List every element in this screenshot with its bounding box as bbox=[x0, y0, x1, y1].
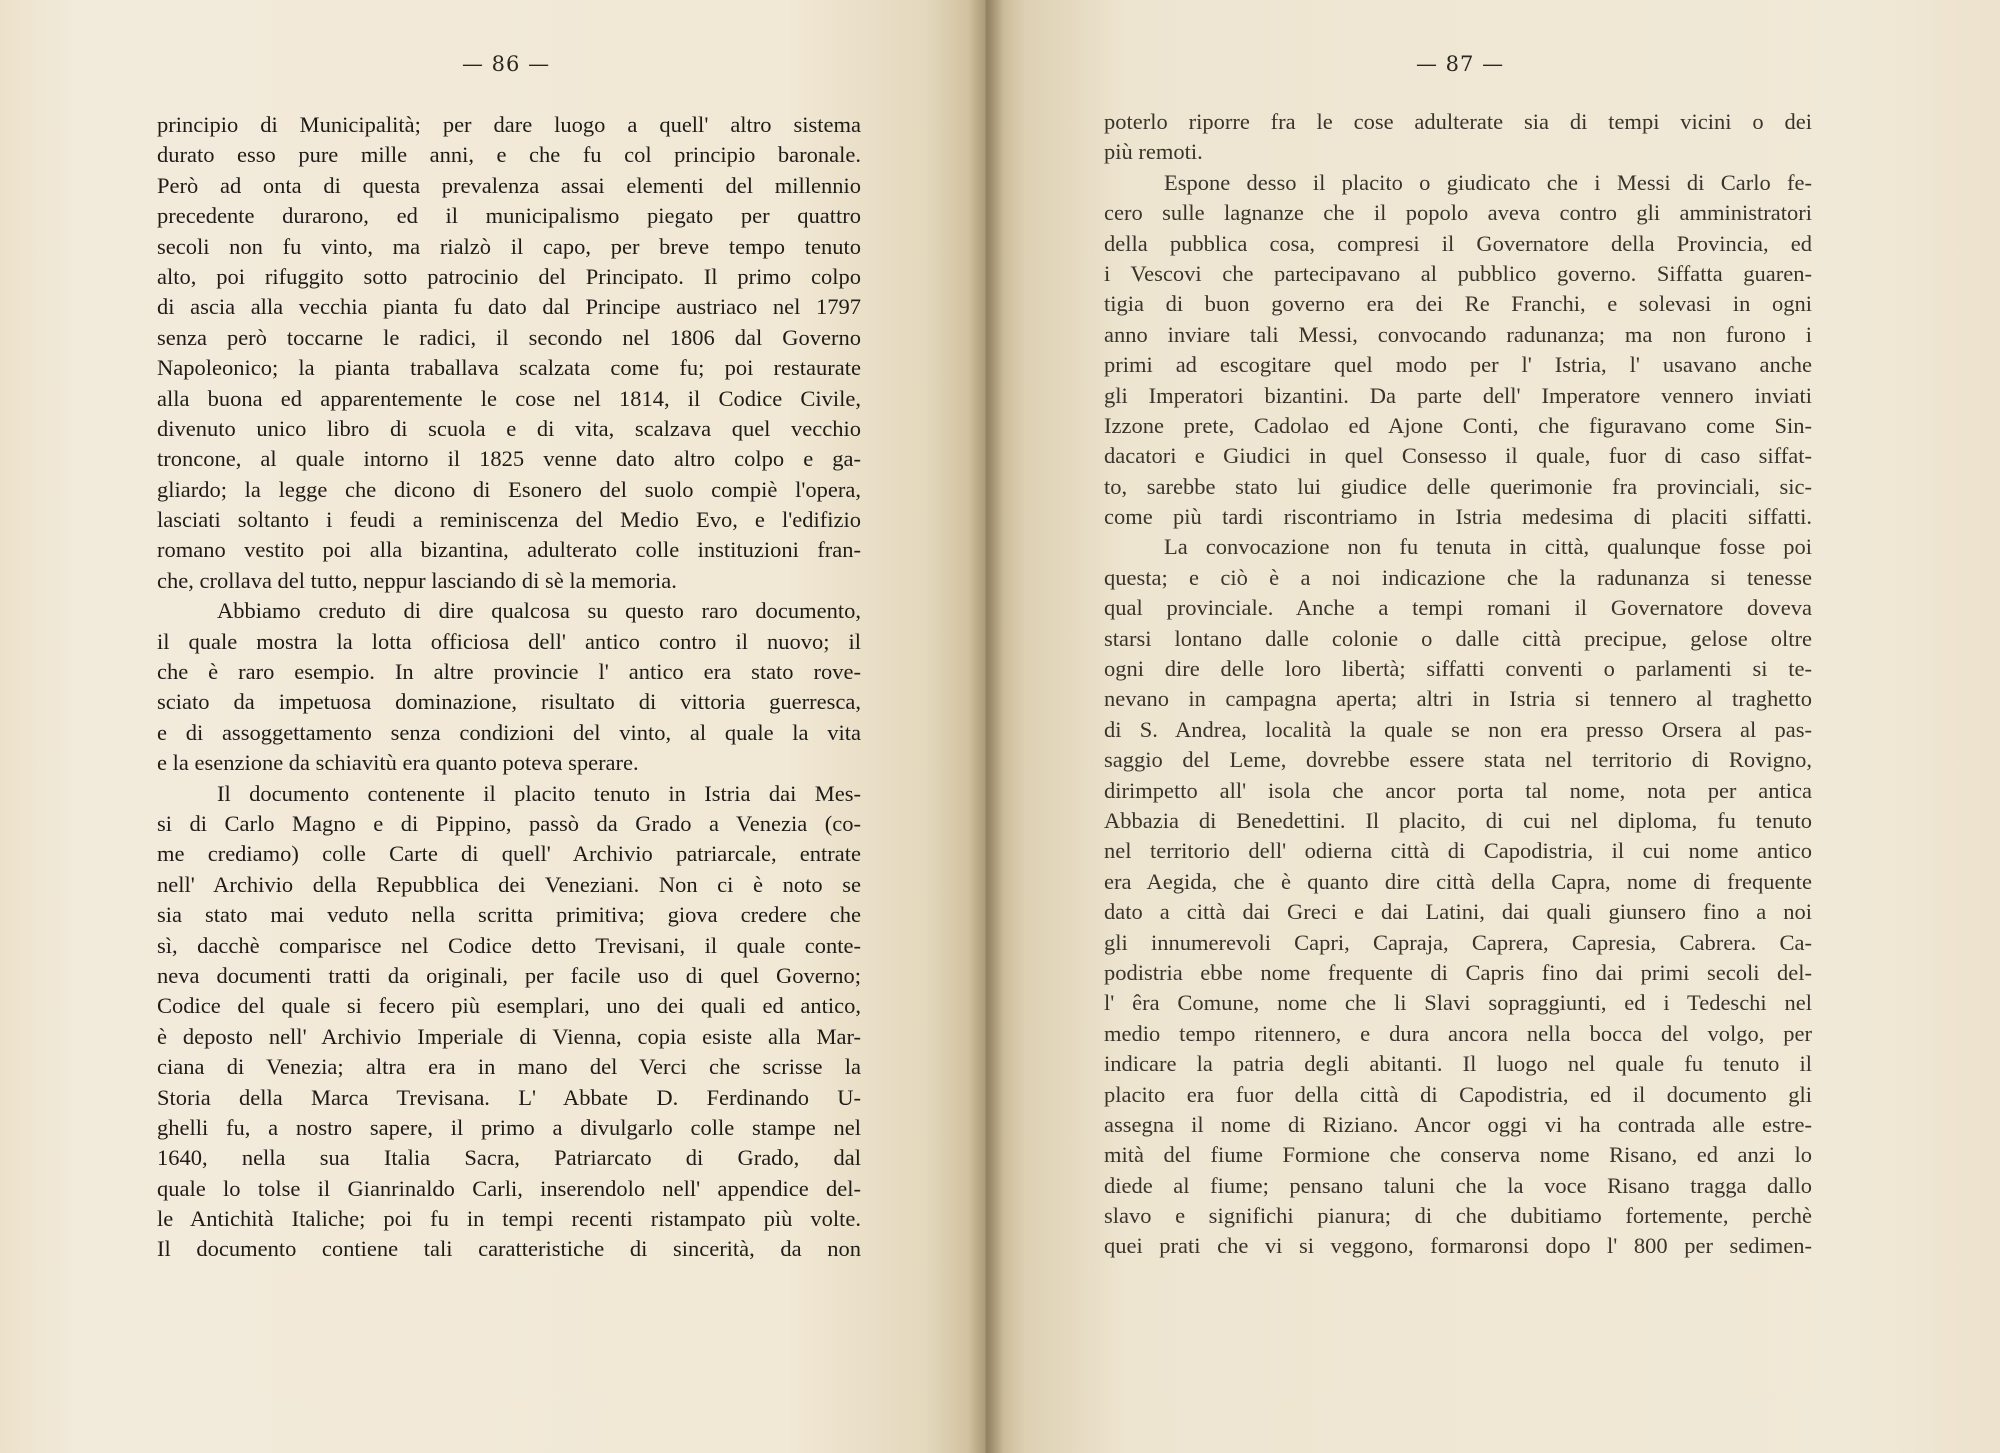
text-line: poterlo riporre fra le cose adulterate sia di tempi vicini o dei bbox=[1104, 109, 1812, 134]
text-line: principio di Municipalità; per dare luogo a quell' altro sistema bbox=[157, 112, 861, 137]
text-line: della pubblica cosa, compresi il Governatore della Provincia, ed bbox=[1104, 230, 1812, 256]
text-line: è deposto nell' Archivio Imperiale di Vienna, copia esiste alla Mar- bbox=[157, 1023, 861, 1049]
text-line: to, sarebbe stato lui giudice delle querimonie fra provinciali, sic- bbox=[1104, 473, 1812, 499]
text-line: podistria ebbe nome frequente di Capris fino dai primi secoli del- bbox=[1104, 959, 1812, 985]
text-line: ogni dire delle loro libertà; siffatti conventi o parlamenti si te- bbox=[1104, 656, 1812, 682]
page-number-86: — 86 — bbox=[462, 52, 551, 76]
text-line: cero sulle lagnanze che il popolo aveva contro gli amministratori bbox=[1104, 200, 1812, 226]
text-line: Però ad onta di questa prevalenza assai elementi del millennio bbox=[157, 172, 861, 198]
text-line: come più tardi riscontriamo in Istria medesima di placiti siffatti. bbox=[1104, 504, 1812, 530]
right-page-text bbox=[1104, 107, 1812, 1262]
text-line: le Antichità Italiche; poi fu in tempi recenti ristampato più volte. bbox=[157, 1206, 861, 1232]
text-line: nevano in campagna aperta; altri in Istria si tennero al traghetto bbox=[1104, 686, 1812, 712]
text-line: tigia di buon governo era dei Re Franchi, e solevasi in ogni bbox=[1104, 291, 1812, 317]
text-line: primi ad escogitare quel modo per l' Istria, l' usavano anche bbox=[1104, 352, 1812, 378]
text-line: saggio del Leme, dovrebbe essere stata nel territorio di Rovigno, bbox=[1104, 747, 1812, 773]
right-page bbox=[985, 0, 2000, 1453]
text-line: i Vescovi che partecipavano al pubblico governo. Siffatta guaren- bbox=[1104, 260, 1812, 286]
text-line: dacatori e Giudici in quel Consesso il quale, fuor di caso siffat- bbox=[1104, 443, 1812, 469]
text-line: Izzone prete, Cadolao ed Ajone Conti, che figuravano come Sin- bbox=[1104, 412, 1812, 438]
text-line: romano vestito poi alla bizantina, adulterato colle instituzioni fran- bbox=[157, 537, 861, 563]
text-line: 1640, nella sua Italia Sacra, Patriarcato di Grado, dal bbox=[157, 1145, 861, 1171]
text-line: quei prati che vi si veggono, formaronsi dopo l' 800 per sedimen- bbox=[1104, 1233, 1812, 1259]
text-line: alla buona ed apparentemente le cose nel 1814, il Codice Civile, bbox=[157, 385, 861, 411]
left-page-text bbox=[157, 110, 861, 1265]
text-line: e la esenzione da schiavitù era quanto poteva sperare. bbox=[157, 750, 639, 776]
text-line: sciato da impetuosa dominazione, risultato di vittoria guerresca, bbox=[157, 689, 861, 715]
text-line: secoli non fu vinto, ma rialzò il capo, per breve tempo tenuto bbox=[157, 233, 861, 259]
text-line: Napoleonico; la pianta traballava scalzata come fu; poi restaurate bbox=[157, 355, 861, 381]
text-line: questa; e ciò è a noi indicazione che la radunanza si tenesse bbox=[1104, 564, 1812, 590]
text-line: ghelli fu, a nostro sapere, il primo a divulgarlo colle stampe nel bbox=[157, 1114, 861, 1140]
text-line: che, crollava del tutto, neppur lasciando di sè la memoria. bbox=[157, 567, 677, 593]
text-line: mità del fiume Formione che conserva nome Risano, ed anzi lo bbox=[1104, 1142, 1812, 1168]
text-line: quale lo tolse il Gianrinaldo Carli, inserendolo nell' appendice del- bbox=[157, 1175, 861, 1201]
text-line: La convocazione non fu tenuta in città, qualunque fosse poi bbox=[1164, 534, 1812, 560]
text-line: sia stato mai veduto nella scritta primitiva; giova credere che bbox=[157, 902, 861, 928]
text-line: che è raro esempio. In altre provincie l' antico era stato rove- bbox=[157, 659, 861, 685]
text-line: gliardo; la legge che dicono di Esonero del suolo compiè l'opera, bbox=[157, 476, 861, 502]
text-line: divenuto unico libro di scuola e di vita, scalzava quel vecchio bbox=[157, 415, 861, 441]
text-line: sì, dacchè comparisce nel Codice detto Trevisani, il quale conte- bbox=[157, 932, 861, 958]
text-line: precedente durarono, ed il municipalismo piegato per quattro bbox=[157, 203, 861, 229]
text-line: slavo e significhi pianura; di che dubitiamo fortemente, perchè bbox=[1104, 1203, 1812, 1229]
text-line: Abbiamo creduto di dire qualcosa su questo raro documento, bbox=[217, 598, 861, 624]
book-gutter bbox=[968, 0, 1004, 1453]
text-line: me crediamo) colle Carte di quell' Archivio patriarcale, entrate bbox=[157, 841, 861, 867]
text-line: di S. Andrea, località la quale se non era presso Orsera al pas- bbox=[1104, 716, 1812, 742]
text-line: e di assoggettamento senza condizioni del vinto, al quale la vita bbox=[157, 719, 861, 745]
page-number-87: — 87 — bbox=[1416, 52, 1505, 76]
text-line: alto, poi rifuggito sotto patrocinio del Principato. Il primo colpo bbox=[157, 263, 861, 289]
text-line: più remoti. bbox=[1104, 139, 1203, 165]
text-line: Il documento contiene tali caratteristiche di sincerità, da non bbox=[157, 1236, 861, 1262]
text-line: placito era fuor della città di Capodistria, ed il documento gli bbox=[1104, 1081, 1812, 1107]
text-line: ciana di Venezia; altra era in mano del Verci che scrisse la bbox=[157, 1054, 861, 1080]
text-line: dato a città dai Greci e dai Latini, dai quali giunsero fino a noi bbox=[1104, 899, 1812, 925]
text-line: era Aegida, che è quanto dire città della Capra, nome di frequente bbox=[1104, 868, 1812, 894]
text-line: durato esso pure mille anni, e che fu col principio baronale. bbox=[157, 142, 861, 168]
text-line: anno inviare tali Messi, convocando radunanza; ma non furono i bbox=[1104, 321, 1812, 347]
text-line: Espone desso il placito o giudicato che i Messi di Carlo fe- bbox=[1164, 169, 1812, 195]
text-line: si di Carlo Magno e di Pippino, passò da Grado a Venezia (co- bbox=[157, 810, 861, 836]
text-line: Storia della Marca Trevisana. L' Abbate D. Ferdinando U- bbox=[157, 1084, 861, 1110]
text-line: nell' Archivio della Repubblica dei Veneziani. Non ci è noto se bbox=[157, 871, 861, 897]
text-line: l' êra Comune, nome che li Slavi sopraggiunti, ed i Tedeschi nel bbox=[1104, 990, 1812, 1016]
text-line: Abbazia di Benedettini. Il placito, di cui nel diploma, fu tenuto bbox=[1104, 807, 1812, 833]
text-line: nel territorio dell' odierna città di Capodistria, il cui nome antico bbox=[1104, 838, 1812, 864]
text-line: medio tempo ritennero, e dura ancora nella bocca del volgo, per bbox=[1104, 1020, 1812, 1046]
text-line: gli innumerevoli Capri, Capraja, Caprera, Capresia, Cabrera. Ca- bbox=[1104, 929, 1812, 955]
text-line: troncone, al quale intorno il 1825 venne dato altro colpo e ga- bbox=[157, 446, 861, 472]
text-line: neva documenti tratti da originali, per facile uso di quel Governo; bbox=[157, 962, 861, 988]
text-line: senza però toccarne le radici, il secondo nel 1806 dal Governo bbox=[157, 324, 861, 350]
text-line: dirimpetto all' isola che ancor porta tal nome, nota per antica bbox=[1104, 777, 1812, 803]
text-line: qual provinciale. Anche a tempi romani il Governatore doveva bbox=[1104, 595, 1812, 621]
text-line: lasciati soltanto i feudi a reminiscenza del Medio Evo, e l'edifizio bbox=[157, 507, 861, 533]
text-line: gli Imperatori bizantini. Da parte dell' Imperatore vennero inviati bbox=[1104, 382, 1812, 408]
text-line: di ascia alla vecchia pianta fu dato dal Principe austriaco nel 1797 bbox=[157, 294, 861, 320]
text-line: Codice del quale si fecero più esemplari, uno dei quali ed antico, bbox=[157, 993, 861, 1019]
text-line: assegna il nome di Riziano. Ancor oggi vi ha contrada alle estre- bbox=[1104, 1111, 1812, 1137]
text-line: diede al fiume; pensano taluni che la voce Risano tragga dallo bbox=[1104, 1172, 1812, 1198]
text-line: il quale mostra la lotta officiosa dell' antico contro il nuovo; il bbox=[157, 628, 861, 654]
text-line: Il documento contenente il placito tenuto in Istria dai Mes- bbox=[217, 780, 861, 806]
text-line: indicare la patria degli abitanti. Il luogo nel quale fu tenuto il bbox=[1104, 1051, 1812, 1077]
left-page bbox=[0, 0, 985, 1453]
text-line: starsi lontano dalle colonie o dalle città precipue, gelose oltre bbox=[1104, 625, 1812, 651]
